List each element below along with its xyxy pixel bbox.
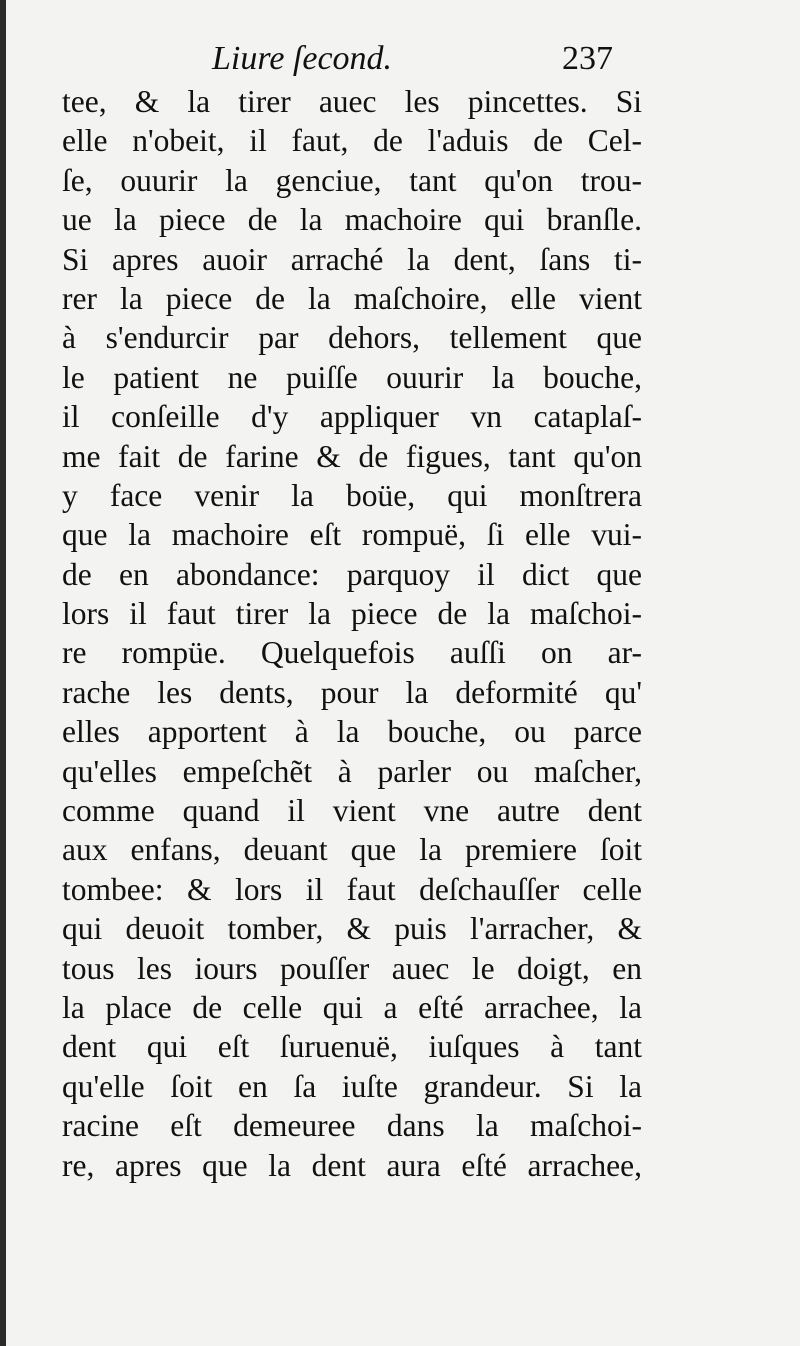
text-line: rache les dents, pour la deformité qu' bbox=[62, 674, 642, 710]
text-line: le patient ne puiſſe ouurir la bouche, bbox=[62, 359, 642, 395]
text-line: elles apportent à la bouche, ou parce bbox=[62, 714, 642, 750]
text-line: y face venir la boüe, qui monſtrera bbox=[62, 477, 642, 513]
text-line: ſe, ouurir la genciue, tant qu'on trou- bbox=[62, 162, 642, 198]
text-line: la place de celle qui a eſté arrachee, la bbox=[62, 989, 642, 1025]
text-line: ue la piece de la machoire qui branſle. bbox=[62, 202, 642, 238]
page-number: 237 bbox=[562, 40, 613, 77]
text-line: elle n'obeit, il faut, de l'aduis de Cel- bbox=[62, 123, 642, 159]
text-line: qu'elle ſoit en ſa iuſte grandeur. Si la bbox=[62, 1068, 642, 1104]
text-line: re, apres que la dent aura eſté arrachee, bbox=[62, 1147, 642, 1183]
text-line: aux enfans, deuant que la premiere ſoit bbox=[62, 832, 642, 868]
text-line: il conſeille d'y appliquer vn cataplaſ- bbox=[62, 399, 642, 435]
text-line: tous les iours pouſſer auec le doigt, en bbox=[62, 950, 642, 986]
text-line: qui deuoit tomber, & puis l'arracher, & bbox=[62, 911, 642, 947]
text-line: qu'elles empeſchẽt à parler ou maſcher, bbox=[62, 753, 642, 789]
text-line: re rompüe. Quelquefois auſſi on ar- bbox=[62, 635, 642, 671]
body-text bbox=[62, 82, 642, 1185]
text-line: dent qui eſt ſuruenuë, iuſques à tant bbox=[62, 1029, 642, 1065]
text-line: Si apres auoir arraché la dent, ſans ti- bbox=[62, 241, 642, 277]
text-line: rer la piece de la maſchoire, elle vient bbox=[62, 280, 642, 316]
text-line: que la machoire eſt rompuë, ſi elle vui- bbox=[62, 517, 642, 553]
text-line: tombee: & lors il faut deſchauſſer celle bbox=[62, 871, 642, 907]
text-line: comme quand il vient vne autre dent bbox=[62, 793, 642, 829]
text-line: me fait de farine & de figues, tant qu'on bbox=[62, 438, 642, 474]
text-line: racine eſt demeuree dans la maſchoi- bbox=[62, 1108, 642, 1144]
text-line: lors il faut tirer la piece de la maſchoi- bbox=[62, 596, 642, 632]
text-line: à s'endurcir par dehors, tellement que bbox=[62, 320, 642, 356]
scan-edge bbox=[0, 0, 6, 1346]
running-head bbox=[0, 34, 800, 84]
text-line: de en abondance: parquoy il dict que bbox=[62, 556, 642, 592]
text-line: tee, & la tirer auec les pincettes. Si bbox=[62, 84, 642, 119]
running-title: Liure ſecond. bbox=[212, 40, 393, 77]
